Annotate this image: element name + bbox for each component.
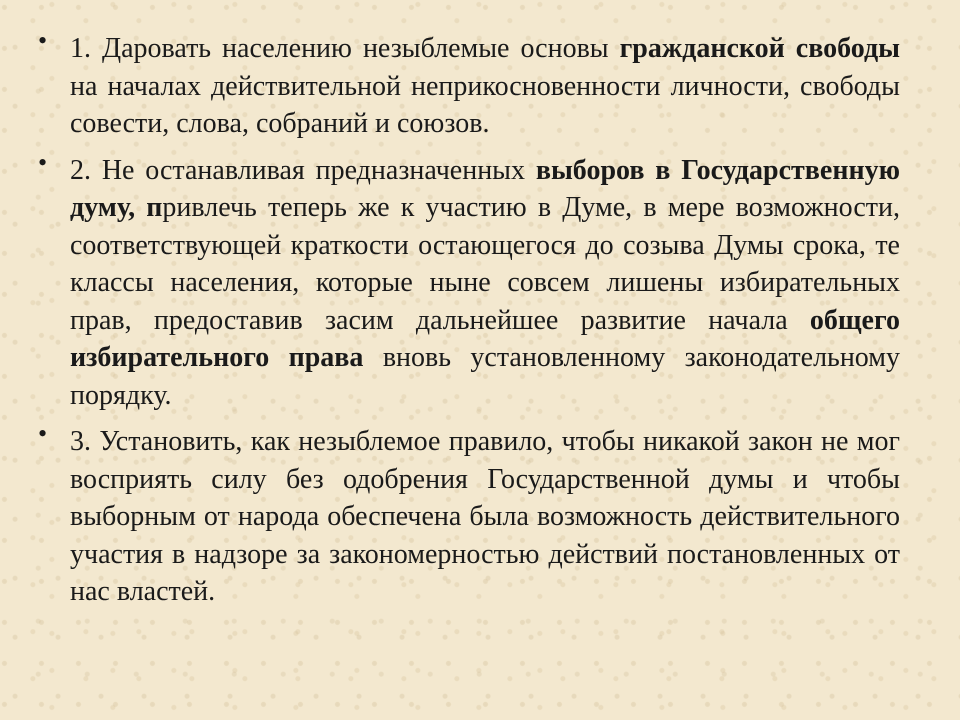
list-item: [38, 26, 900, 143]
bold-text-run: выборов в Государственную думу, п: [70, 154, 900, 223]
bold-text-run: гражданской свободы: [619, 33, 900, 64]
text-run: 1. Даровать населению незыблемые основы: [70, 33, 620, 64]
text-run: на началах действительной неприкосновенности личности, свободы совести, слова, собраний и союзов.: [70, 70, 900, 139]
text-run: 3. Установить, как незыблемое правило, чтобы никакой закон не мог восприять силу без одобрения Государственной думы и чтобы выборным от народа обеспечена была возможность действительного участия в надзоре за закономерностью действий постановленных от нас властей.: [70, 426, 900, 607]
bullet-icon: •: [38, 147, 48, 177]
bullet-list: [38, 26, 900, 620]
text-run: вновь установленному законодательному порядку.: [70, 342, 900, 411]
bullet-icon: •: [38, 419, 48, 448]
list-item: [38, 419, 900, 611]
bullet-icon: •: [38, 26, 48, 55]
bold-text-run: общего избирательного права: [70, 304, 900, 373]
text-run: ривлечь теперь же к участию в Думе, в мере возможности, соответствующей краткости остающегося до созыва Думы срока, те классы населения, которые ныне совсем лишены избирательных прав, предоставив засим дальнейшее развитие начала: [70, 192, 900, 336]
text-run: 2. Не останавливая предназначенных: [70, 154, 536, 186]
list-item: [38, 147, 900, 415]
